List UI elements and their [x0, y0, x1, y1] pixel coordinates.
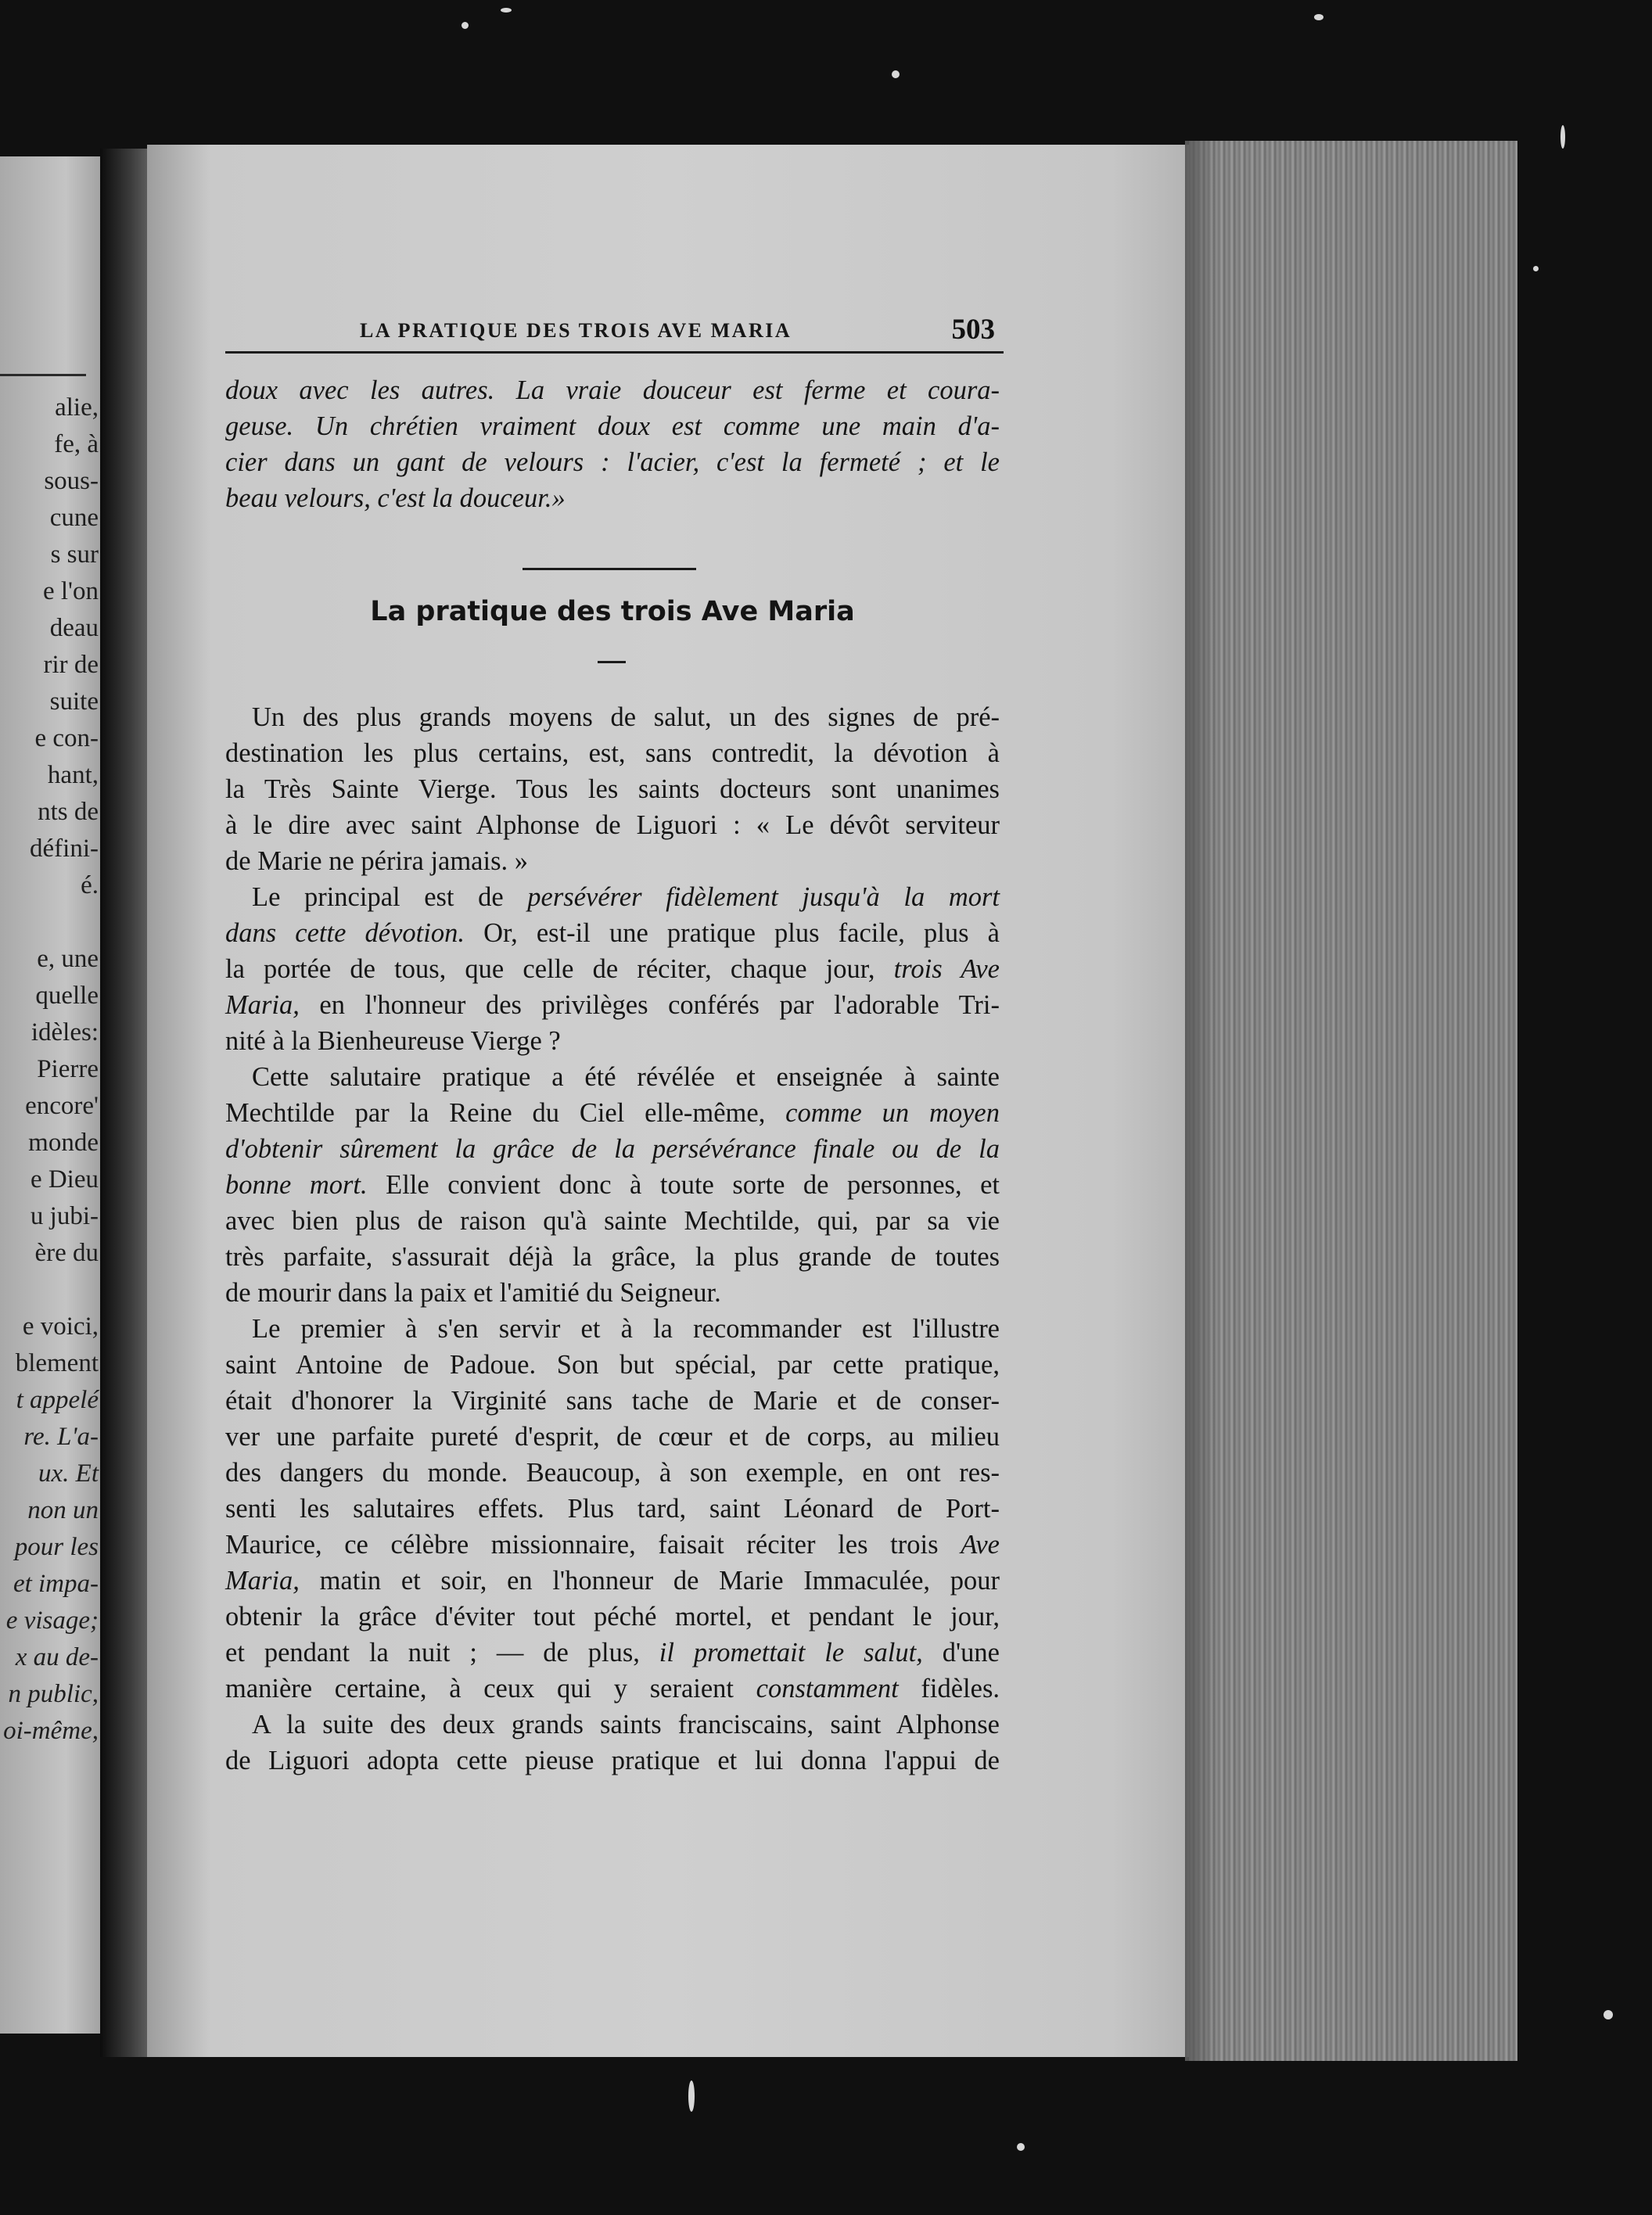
running-header [225, 311, 1001, 352]
text-line: de Liguori adopta cette pieuse pratique et lui donna l'appui de [225, 1746, 1000, 1775]
section-title: La pratique des trois Ave Maria [370, 596, 855, 627]
text-line: Cette salutaire pratique a été révélée et enseignée à sainte [252, 1062, 1000, 1092]
previous-page-header-rule [0, 374, 86, 376]
previous-page-line: encore' [25, 1092, 99, 1120]
previous-page-line: e l'on [42, 577, 99, 605]
previous-page-line: rir de [43, 651, 99, 679]
previous-page-line: deau [49, 614, 99, 642]
dust-speck [1017, 2143, 1025, 2151]
previous-page-fragment [0, 156, 110, 2034]
previous-page-line: s sur [50, 540, 99, 569]
text-line: destination les plus certains, est, sans contredit, la dévotion à [225, 738, 1000, 768]
dust-speck [461, 22, 469, 29]
dust-speck [892, 70, 900, 78]
previous-page-line: pour les [14, 1533, 99, 1561]
text-line: d'obtenir sûrement la grâce de la persévérance finale ou de la [225, 1134, 1000, 1164]
previous-page-line: non un [27, 1496, 99, 1524]
previous-page-line: u jubi- [30, 1202, 99, 1230]
header-rule [225, 351, 1004, 354]
text-line: était d'honorer la Virginité sans tache de Marie et de conser- [225, 1386, 1000, 1416]
running-title: LA PRATIQUE DES TROIS AVE MARIA [360, 319, 792, 342]
previous-page-line: hant, [47, 761, 99, 789]
text-line: senti les salutaires effets. Plus tard, saint Léonard de Port- [225, 1494, 1000, 1524]
previous-page-line: blement [15, 1349, 99, 1377]
previous-page-line: idèles: [31, 1018, 99, 1046]
text-line: avec bien plus de raison qu'à sainte Mechtilde, qui, par sa vie [225, 1206, 1000, 1236]
previous-page-line [0, 1272, 99, 1309]
previous-page-line: e, une [37, 945, 99, 973]
previous-page-line: fe, à [54, 430, 99, 458]
previous-page-text [0, 390, 99, 1750]
text-line: A la suite des deux grands saints franciscains, saint Alphonse [252, 1710, 1000, 1739]
previous-page-line: cune [49, 504, 99, 532]
previous-page-line: quelle [35, 982, 99, 1010]
text-line: doux avec les autres. La vraie douceur est ferme et coura- [225, 375, 1000, 405]
text-line: Mechtilde par la Reine du Ciel elle-même, comme un moyen [225, 1098, 1000, 1128]
previous-page-line: oi-même, [3, 1717, 99, 1745]
section-divider [523, 568, 696, 570]
text-line: beau velours, c'est la douceur.» [225, 483, 566, 513]
previous-page-line: n public, [8, 1680, 99, 1708]
previous-page-line: alie, [55, 393, 99, 422]
previous-page-line: suite [49, 687, 99, 716]
text-line: bonne mort. Elle convient donc à toute sorte de personnes, et [225, 1170, 1000, 1200]
previous-page-line: défini- [30, 835, 99, 863]
text-line: Maria, en l'honneur des privilèges conférés par l'adorable Tri- [225, 990, 1000, 1020]
text-line: ver une parfaite pureté d'esprit, de cœur et de corps, au milieu [225, 1422, 1000, 1452]
previous-page-line: re. L'a- [23, 1423, 99, 1451]
previous-page-line [0, 904, 99, 941]
previous-page-line: ère du [34, 1239, 99, 1267]
text-line: manière certaine, à ceux qui y seraient constamment fidèles. [225, 1674, 1000, 1703]
title-dash [598, 661, 626, 663]
previous-page-line: et impa- [13, 1570, 99, 1598]
previous-page-line: x au de- [15, 1643, 99, 1671]
previous-page-line: nts de [38, 798, 99, 826]
text-line: très parfaite, s'assurait déjà la grâce, la plus grande de toutes [225, 1242, 1000, 1272]
text-line: la Très Sainte Vierge. Tous les saints docteurs sont unanimes [225, 774, 1000, 804]
text-line: geuse. Un chrétien vraiment doux est comme une main d'a- [225, 411, 1000, 441]
previous-page-line: Pierre [37, 1055, 99, 1083]
text-line: Un des plus grands moyens de salut, un des signes de pré- [252, 702, 1000, 732]
dust-speck [1604, 2010, 1613, 2019]
text-line: la portée de tous, que celle de réciter, chaque jour, trois Ave [225, 954, 1000, 984]
text-line: Le principal est de persévérer fidèlement jusqu'à la mort [252, 882, 1000, 912]
previous-page-line: e visage; [5, 1607, 99, 1635]
dust-speck [688, 2080, 695, 2112]
text-line: Maurice, ce célèbre missionnaire, faisait réciter les trois Ave [225, 1530, 1000, 1560]
text-line: Le premier à s'en servir et à la recommander est l'illustre [252, 1314, 1000, 1344]
text-line: des dangers du monde. Beaucoup, à son exemple, en ont res- [225, 1458, 1000, 1488]
previous-page-line: monde [28, 1129, 99, 1157]
text-line: et pendant la nuit ; — de plus, il promettait le salut, d'une [225, 1638, 1000, 1668]
dust-speck [1533, 266, 1539, 271]
text-line: à le dire avec saint Alphonse de Liguori : « Le dévôt serviteur [225, 810, 1000, 840]
previous-page-line: t appelé [16, 1386, 99, 1414]
text-line: Maria, matin et soir, en l'honneur de Marie Immaculée, pour [225, 1566, 1000, 1596]
text-line: obtenir la grâce d'éviter tout péché mortel, et pendant le jour, [225, 1602, 1000, 1632]
page-block-edge [1189, 141, 1517, 2061]
previous-page-line: e con- [34, 724, 99, 752]
previous-page-line: sous- [44, 467, 99, 495]
dust-speck [501, 8, 512, 13]
text-line: dans cette dévotion. Or, est-il une pratique plus facile, plus à [225, 918, 1000, 948]
page-number: 503 [951, 314, 995, 346]
dust-speck [1560, 125, 1565, 149]
text-line: de mourir dans la paix et l'amitié du Seigneur. [225, 1278, 721, 1308]
text-line: de Marie ne périra jamais. » [225, 846, 528, 876]
text-line: saint Antoine de Padoue. Son but spécial, par cette pratique, [225, 1350, 1000, 1380]
previous-page-line: e voici, [22, 1312, 99, 1341]
text-line: nité à la Bienheureuse Vierge ? [225, 1026, 561, 1056]
previous-page-line: e Dieu [30, 1165, 99, 1194]
text-line: cier dans un gant de velours : l'acier, c'est la fermeté ; et le [225, 447, 1000, 477]
dust-speck [1314, 14, 1323, 20]
page-edge-shadow [1185, 141, 1216, 2061]
previous-page-line: é. [81, 871, 99, 899]
previous-page-line: ux. Et [38, 1459, 99, 1488]
